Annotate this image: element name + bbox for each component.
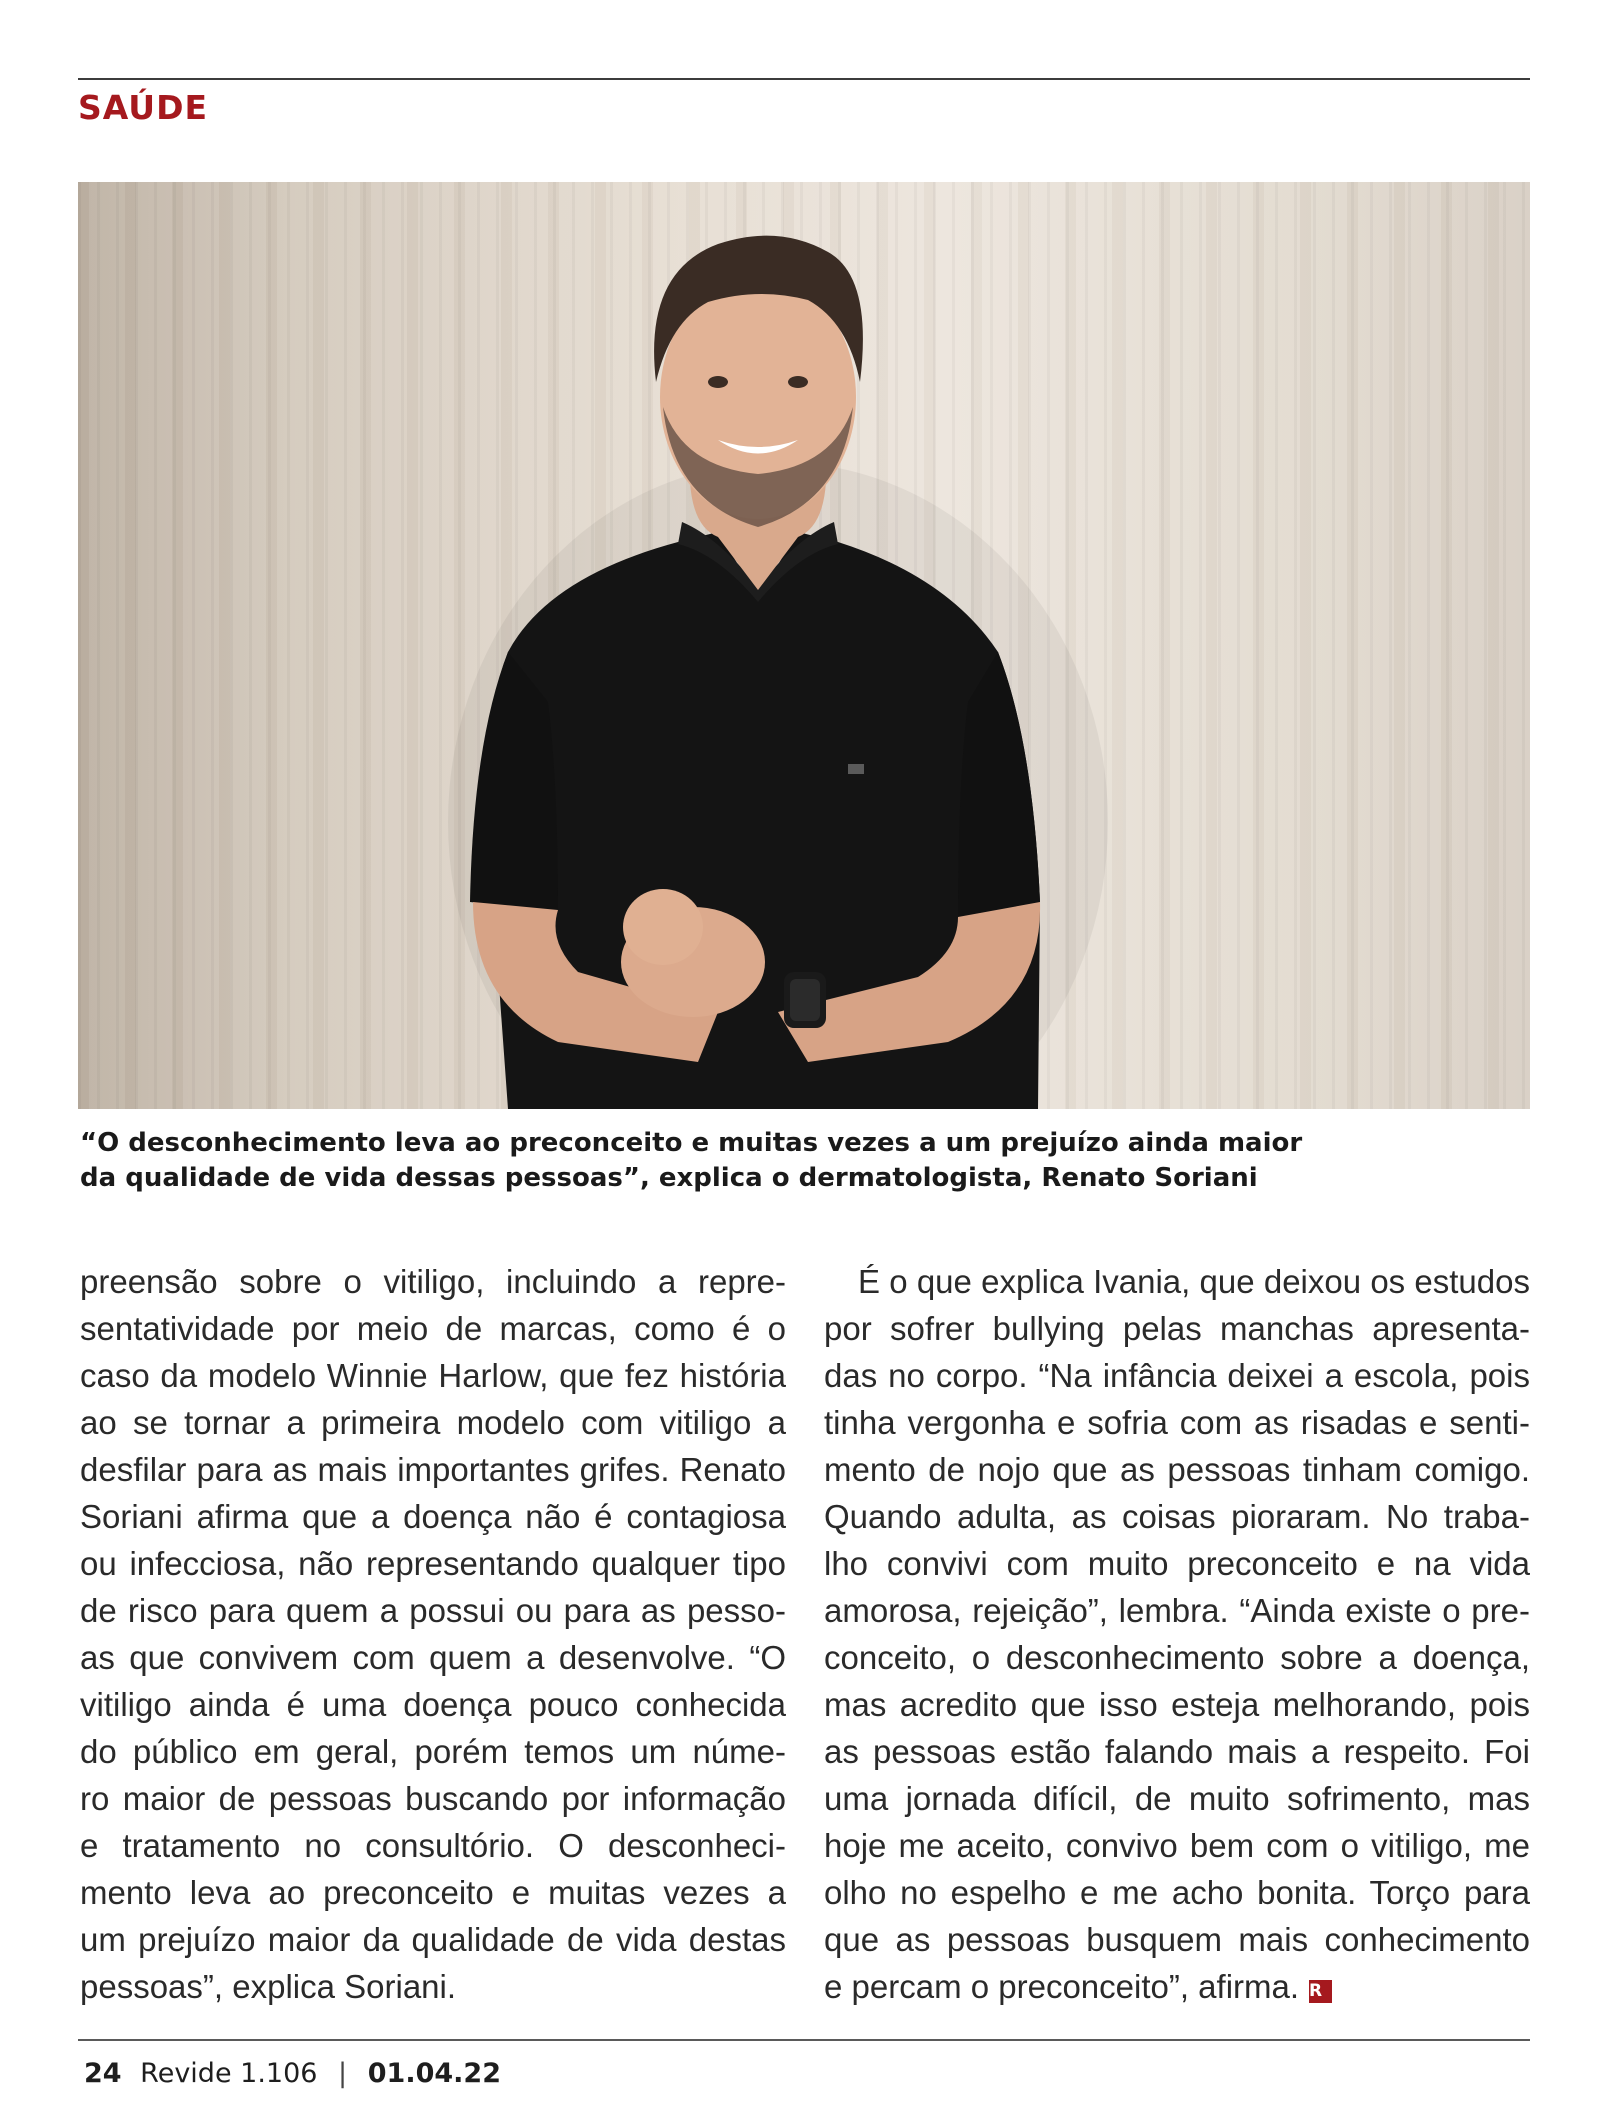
text-line: É o que explica Ivania, que deixou os estudos (858, 1263, 1530, 1300)
section-label: SAÚDE (78, 88, 209, 127)
text-line: preensão sobre o vitiligo, incluindo a repre- (80, 1263, 786, 1300)
text-line: desfilar para as mais importantes grifes. Renato (80, 1451, 786, 1488)
text-line: e tratamento no consultório. O desconheci- (80, 1827, 786, 1864)
text-line: Quando adulta, as coisas pioraram. No traba- (824, 1498, 1530, 1535)
end-mark-icon: R (1309, 1980, 1332, 2003)
page-footer (84, 2056, 501, 2092)
caption-line: da qualidade de vida dessas pessoas”, explica o dermatologista, Renato Soriani (80, 1163, 1258, 1193)
caption-line: “O desconhecimento leva ao preconceito e muitas vezes a um prejuízo ainda maior (80, 1128, 1303, 1158)
text-line: uma jornada difícil, de muito sofrimento, mas (824, 1780, 1530, 1817)
text-line: mas acredito que isso esteja melhorando, pois (824, 1686, 1530, 1723)
bottom-rule (78, 2039, 1530, 2041)
text-line: por sofrer bullying pelas manchas apresenta- (824, 1310, 1530, 1347)
text-line: ou infecciosa, não representando qualquer tipo (80, 1545, 786, 1582)
portrait-illustration (78, 182, 1530, 1109)
text-line: tinha vergonha e sofria com as risadas e senti- (824, 1404, 1530, 1441)
photo-caption (80, 1126, 1380, 1196)
text-line: conceito, o desconhecimento sobre a doença, (824, 1639, 1530, 1676)
text-line-final (824, 1963, 1530, 2010)
page-number: 24 (84, 2058, 122, 2089)
text-line: olho no espelho e me acho bonita. Torço para (824, 1874, 1530, 1911)
text-line: pessoas”, explica Soriani. (80, 1968, 457, 2005)
magazine-issue: Revide 1.106 (140, 2058, 318, 2089)
text-line-content: e percam o preconceito”, afirma. (824, 1968, 1300, 2005)
article-photo (78, 182, 1530, 1109)
text-line: que as pessoas busquem mais conhecimento (824, 1921, 1530, 1958)
footer-separator: | (338, 2058, 348, 2089)
text-line: um prejuízo maior da qualidade de vida destas (80, 1921, 786, 1958)
text-line: caso da modelo Winnie Harlow, que fez história (80, 1357, 786, 1394)
text-line: as que convivem com quem a desenvolve. “O (80, 1639, 786, 1676)
top-rule (78, 78, 1530, 80)
text-line: hoje me aceito, convivo bem com o vitiligo, me (824, 1827, 1530, 1864)
article-column-right (824, 1258, 1530, 2010)
text-line: amorosa, rejeição”, lembra. “Ainda existe o pre- (824, 1592, 1530, 1629)
text-line: de risco para quem a possui ou para as pesso- (80, 1592, 786, 1629)
article-column-left (80, 1258, 786, 2010)
issue-date: 01.04.22 (367, 2058, 501, 2089)
text-line: vitiligo ainda é uma doença pouco conhecida (80, 1686, 786, 1723)
text-line: do público em geral, porém temos um núme- (80, 1733, 786, 1770)
text-line: das no corpo. “Na infância deixei a escola, pois (824, 1357, 1530, 1394)
text-line: ao se tornar a primeira modelo com vitiligo a (80, 1404, 786, 1441)
text-line: ro maior de pessoas buscando por informação (80, 1780, 786, 1817)
text-line: as pessoas estão falando mais a respeito. Foi (824, 1733, 1530, 1770)
text-line: lho convivi com muito preconceito e na vida (824, 1545, 1530, 1582)
text-line: sentatividade por meio de marcas, como é o (80, 1310, 786, 1347)
text-line: mento de nojo que as pessoas tinham comigo. (824, 1451, 1530, 1488)
text-line: Soriani afirma que a doença não é contagiosa (80, 1498, 786, 1535)
text-line: mento leva ao preconceito e muitas vezes a (80, 1874, 786, 1911)
